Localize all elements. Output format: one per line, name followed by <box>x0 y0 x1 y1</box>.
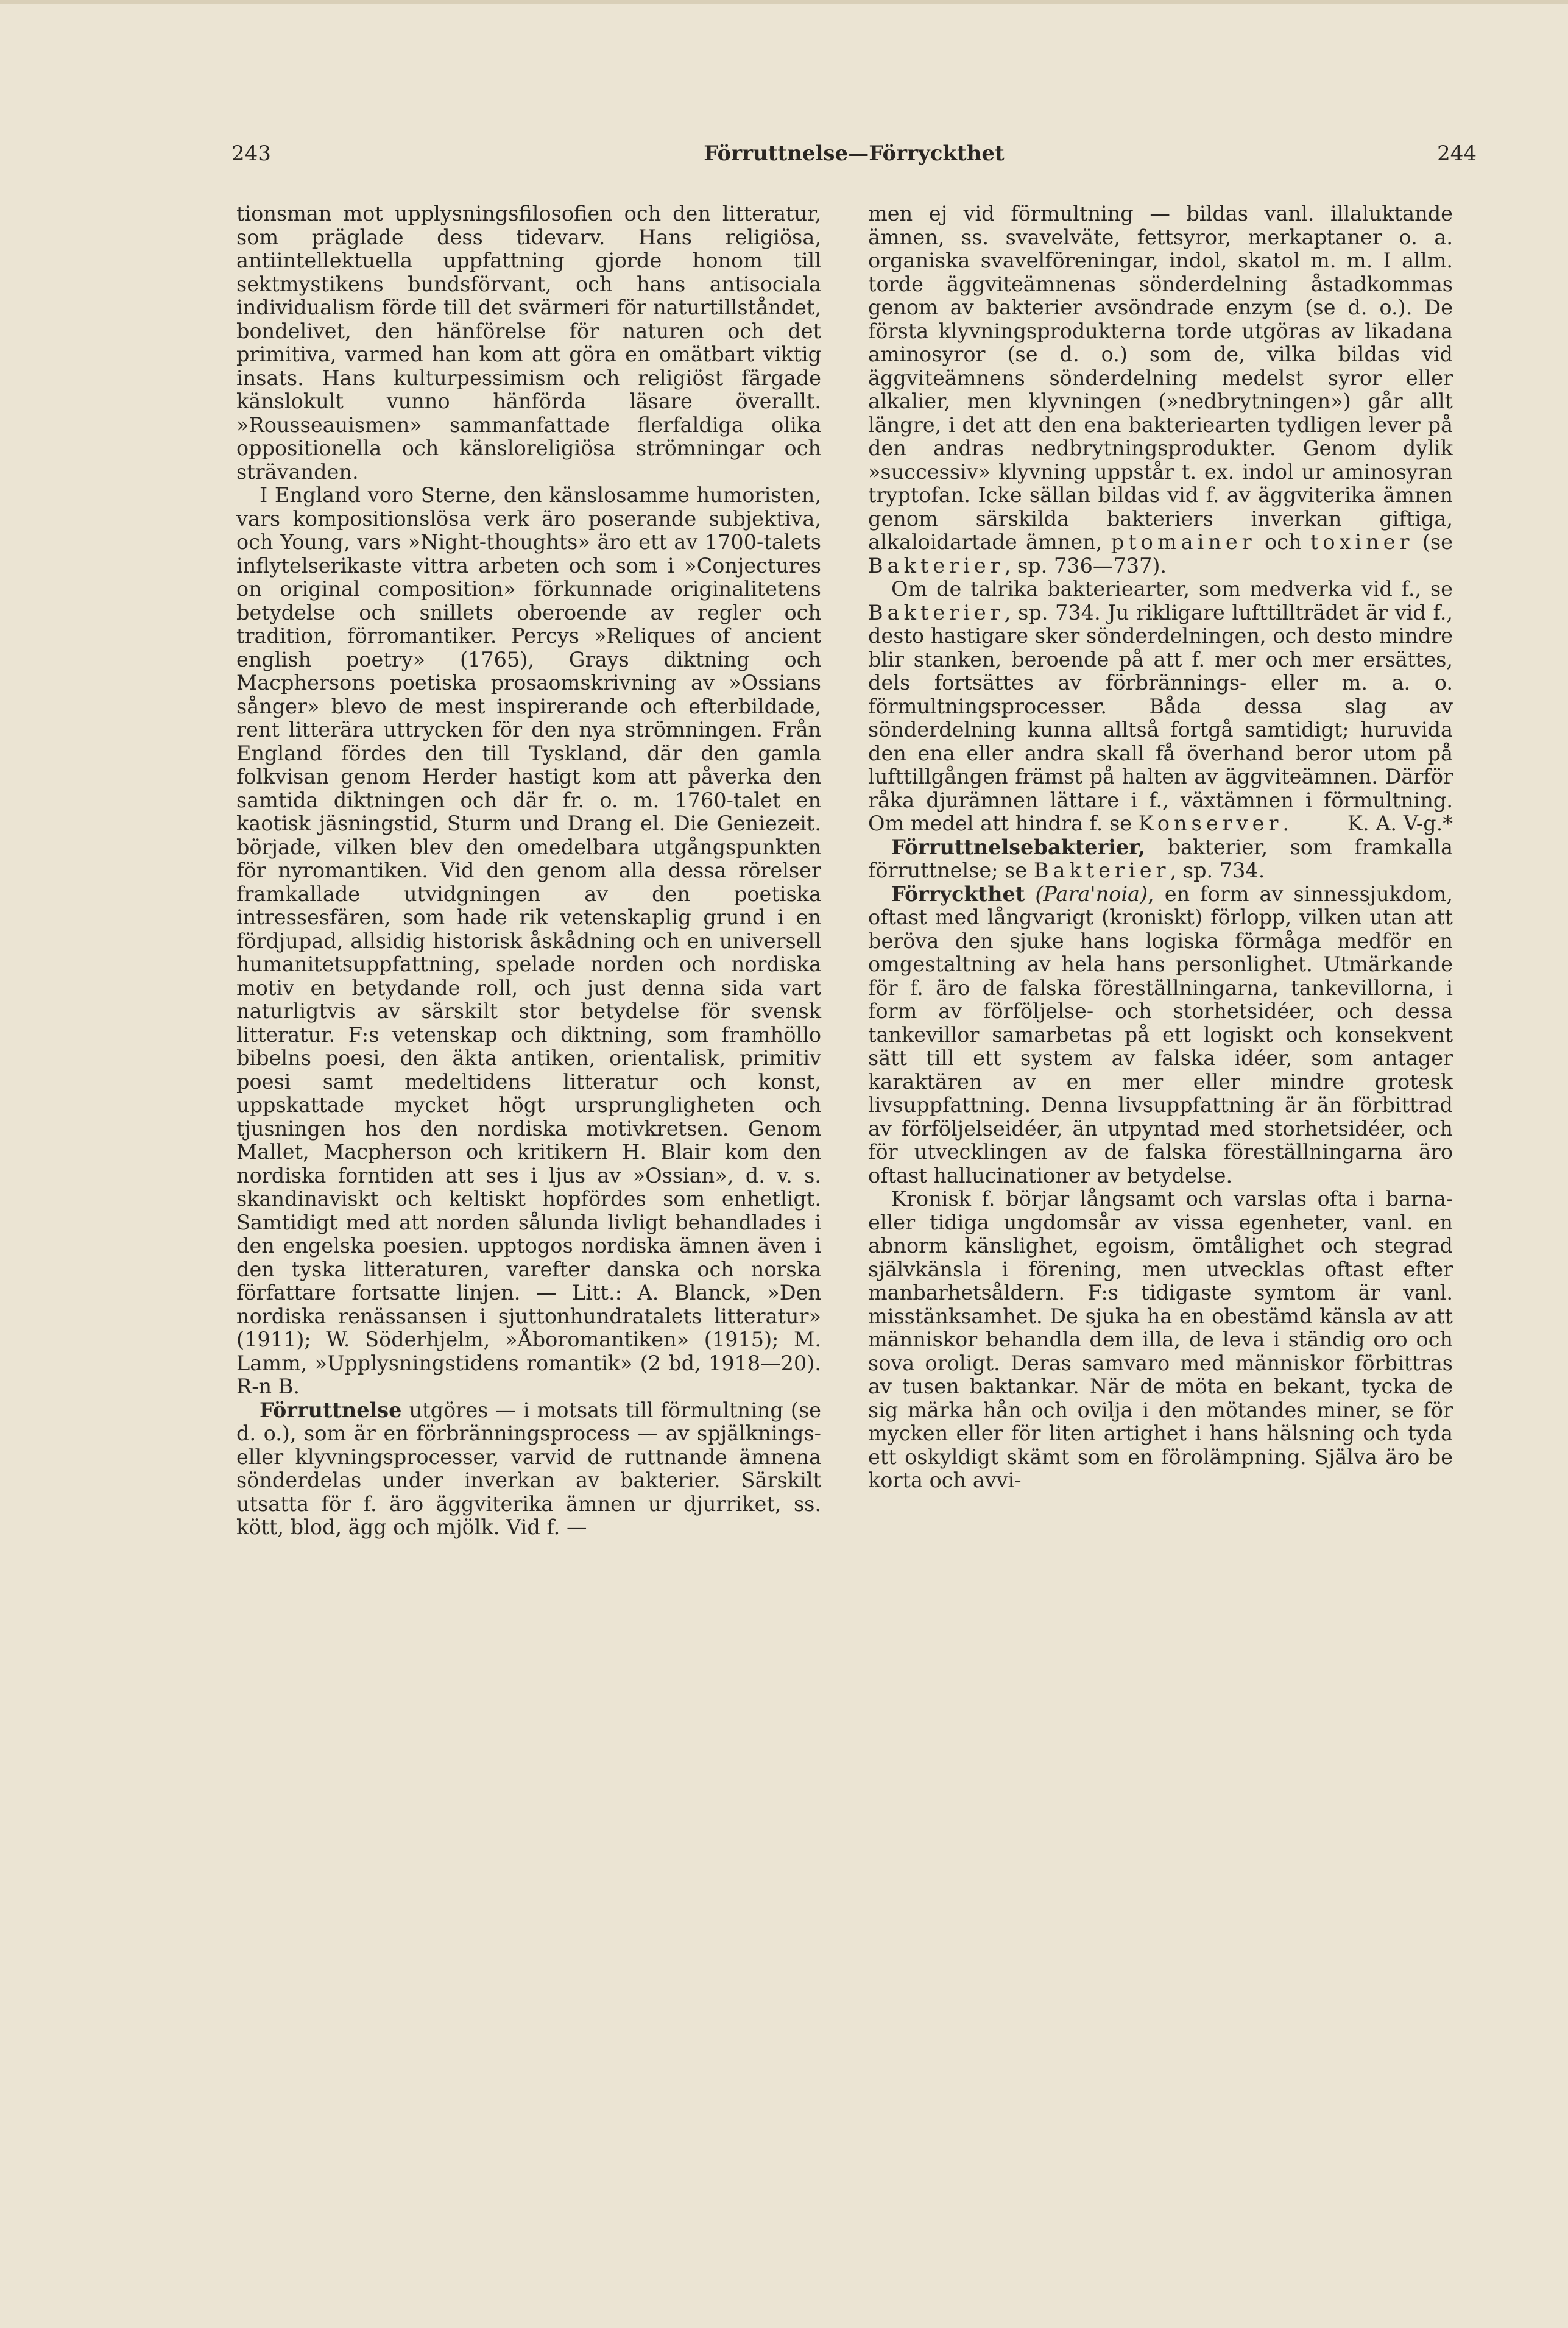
cross-reference: Konserver <box>1138 812 1283 835</box>
cross-reference: Bakterier <box>868 600 1005 624</box>
pronunciation: (Para'noia) <box>1035 882 1148 906</box>
paragraph: I England voro Sterne, den känslosamme humoristen, vars kompositionslösa verk äro poserande subjektiva, och Young, vars »Night-thoughts» äro ett av 1700-talets inflytelserikaste vittra arbeten och som i »Conjectures on original composition» förkunnade originalitetens betydelse och snillets oberoende av regler och tradition, förromantiker. Percys »Reliques of ancient english poetry» (1765), Grays diktning och Macphersons poetiska prosaomskrivning av »Ossians sånger» blevo de mest inspirerande och efterbildade, rent litterära uttrycken för den nya strömningen. Från England fördes den till Tyskland, där den gamla folkvisan genom Herder hastigt kom att påverka den samtida diktningen och där fr. o. m. 1760-talet en kaotisk jäsningstid, Sturm und Drang el. Die Geniezeit. började, vilken blev den omedelbara utgångspunkten för nyromantiken. Vid den genom alla dessa rörelser framkallade utvidgningen av den poetiska intressesfären, som hade rik vetenskaplig grund i en fördjupad, allsidig historisk åskådning och en universell humanitetsuppfattning, spelade norden och nordiska motiv en betydande roll, och just denna sida vart naturligtvis av särskilt stor betydelse för svensk litteratur. F:s vetenskap och diktning, som framhöllo bibelns poesi, den äkta antiken, orientalisk, primitiv poesi samt medeltidens litteratur och konst, uppskattade mycket högt ursprungligheten och tjusningen hos den nordiska motivkretsen. Genom Mallet, Macpherson och kritikern H. Blair kom den nordiska forntiden att ses i ljus av »Ossian», d. v. s. skandinaviskt och keltiskt hopfördes som enhetligt. Samtidigt med att norden sålunda livligt behandlades i den engelska poesien. upptogos nordiska ämnen även i den tyska litteraturen, varefter danska och norska författare fortsatte linjen. — Litt.: A. Blanck, »Den nordiska renässansen i sjuttonhundratalets litteratur» (1911); W. Söderhjelm, »Åboromantiken» (1915); M. Lamm, »Upplysningstidens romantik» (2 bd, 1918—20). R-n B. <box>236 483 821 1398</box>
cross-reference: Bakterier <box>1033 858 1170 882</box>
spaced-term: toxiner <box>1310 530 1414 554</box>
entry-headword: Förruttnelse <box>260 1398 402 1422</box>
right-column <box>868 202 1453 1493</box>
entry-forruttnelse: Förruttnelse utgöres — i motsats till förmultning (se d. o.), som är en förbränningsprocess — av spjälknings- eller klyvningsprocesser, varvid de ruttnande ämnena sönderdelas under inverkan av bakterier. Särskilt utsatta för f. äro äggviterika ämnen ur djurriket, ss. kött, blod, ägg och mjölk. Vid f. — <box>236 1398 821 1539</box>
page-number-left: 243 <box>231 141 271 166</box>
left-column <box>236 202 821 1540</box>
running-header <box>231 141 1477 178</box>
paragraph: tionsman mot upplysningsfilosofien och den litteratur, som präglade dess tidevarv. Hans religiösa, antiintellektuella uppfattning gjorde honom till sektmystikens bundsförvant, och hans antisociala individualism förde till det svärmeri för naturtillståndet, bondelivet, den hänförelse för naturen och det primitiva, varmed han kom att göra en omätbart viktig insats. Hans kulturpessimism och religiöst färgade känslokult vunno hänförda läsare överallt. »Rousseauismen» sammanfattade flerfaldiga olika oppositionella och känsloreligiösa strömningar och strävanden. <box>236 202 821 484</box>
entry-headword: Förruttnelsebakterier, <box>891 835 1146 859</box>
paragraph: men ej vid förmultning — bildas vanl. illaluktande ämnen, ss. svavelväte, fettsyror, merkaptaner o. a. organiska svavelföreningar, indol, skatol m. m. I allm. torde äggviteämnenas sönderdelning åstadkommas genom av bakterier avsöndrade enzym (se d. o.). De första klyvningsprodukterna torde utgöras av likadana aminosyror (se d. o.) som de, vilka bildas vid äggviteämnens sönderdelning medelst syror eller alkalier, men klyvningen (»nedbrytningen») går allt längre, i det att den ena bakteriearten tydligen lever på den andras nedbrytningsprodukter. Genom dylik »successiv» klyvning uppstår t. ex. indol ur aminosyran tryptofan. Icke sällan bildas vid f. av äggviterika ämnen genom särskilda bakteriers inverkan giftiga, alkaloidartade ämnen, ptomainer och toxiner (se Bakterier, sp. 736—737). <box>868 202 1453 578</box>
paragraph: Om de talrika bakteriearter, som medverka vid f., se Bakterier, sp. 734. Ju rikligare lufttillträdet är vid f., desto hastigare sker sönderdelningen, och desto mindre blir stanken, beroende på att f. mer och mer ersättes, dels fortsättes av förbrännings- eller m. a. o. förmultningsprocesser. Båda dessa slag av sönderdelning kunna alltså fortgå samtidigt; huruvida den ena eller andra skall få överhand beror utom på lufttillgången främst på halten av äggviteämnen. Därför råka djurämnen lättare i f., växtämnen i förmultning. Om medel att hindra f. se Konserver. K. A. V-g.* <box>868 577 1453 835</box>
paragraph: Kronisk f. börjar långsamt och varslas ofta i barna- eller tidiga ungdomsår av vissa egenheter, vanl. en abnorm känslighet, egoism, ömtålighet och stegrad självkänsla i förening, men utvecklas oftast efter manbarhetsåldern. F:s tidigaste symtom är vanl. misstänksamhet. De sjuka ha en obestämd känsla av att människor behandla dem illa, de leva i ständig oro och sova oroligt. Deras samvaro med människor förbittras av tusen baktankar. När de möta en bekant, tycka de sig märka hån och ovilja i den mötandes miner, se för mycken eller för liten artighet i hans hälsning och tyda ett oskyldigt skämt som en förolämpning. Själva äro be korta och avvi- <box>868 1187 1453 1492</box>
page-number-right: 244 <box>1437 141 1477 166</box>
entry-forryckthet: Förryckthet (Para'noia), en form av sinnessjukdom, oftast med långvarigt (kroniskt) förlopp, vilken utan att beröva den sjuke hans logiska förmåga medför en omgestaltning av hela hans personlighet. Utmärkande för f. äro de falska föreställningarna, tankevillorna, i form av förföljelse- och storhetsidéer, och dessa tankevillor samarbetas på ett logiskt och konsekvent sätt till ett system av falska idéer, som antager karaktären av en mer eller mindre grotesk livsuppfattning. Denna livsuppfattning är än förbittrad av förföljelseidéer, än utpyntad med storhetsidéer, och för utvecklingen av de falska föreställningarna äro oftast hallucinationer av betydelse. <box>868 882 1453 1187</box>
author-signature: R-n B. <box>236 1375 300 1398</box>
entry-forruttnelsebakterier: Förruttnelsebakterier, bakterier, som framkalla förruttnelse; se Bakterier, sp. 734. <box>868 835 1453 882</box>
running-title: Förruttnelse—Förryckthet <box>704 141 1005 166</box>
author-signature: K. A. V-g.* <box>1347 812 1453 835</box>
cross-reference: Bakterier <box>868 553 1005 578</box>
entry-headword: Förryckthet <box>891 882 1025 906</box>
spaced-term: ptomainer <box>1111 530 1256 554</box>
page-top-edge <box>0 0 1568 4</box>
